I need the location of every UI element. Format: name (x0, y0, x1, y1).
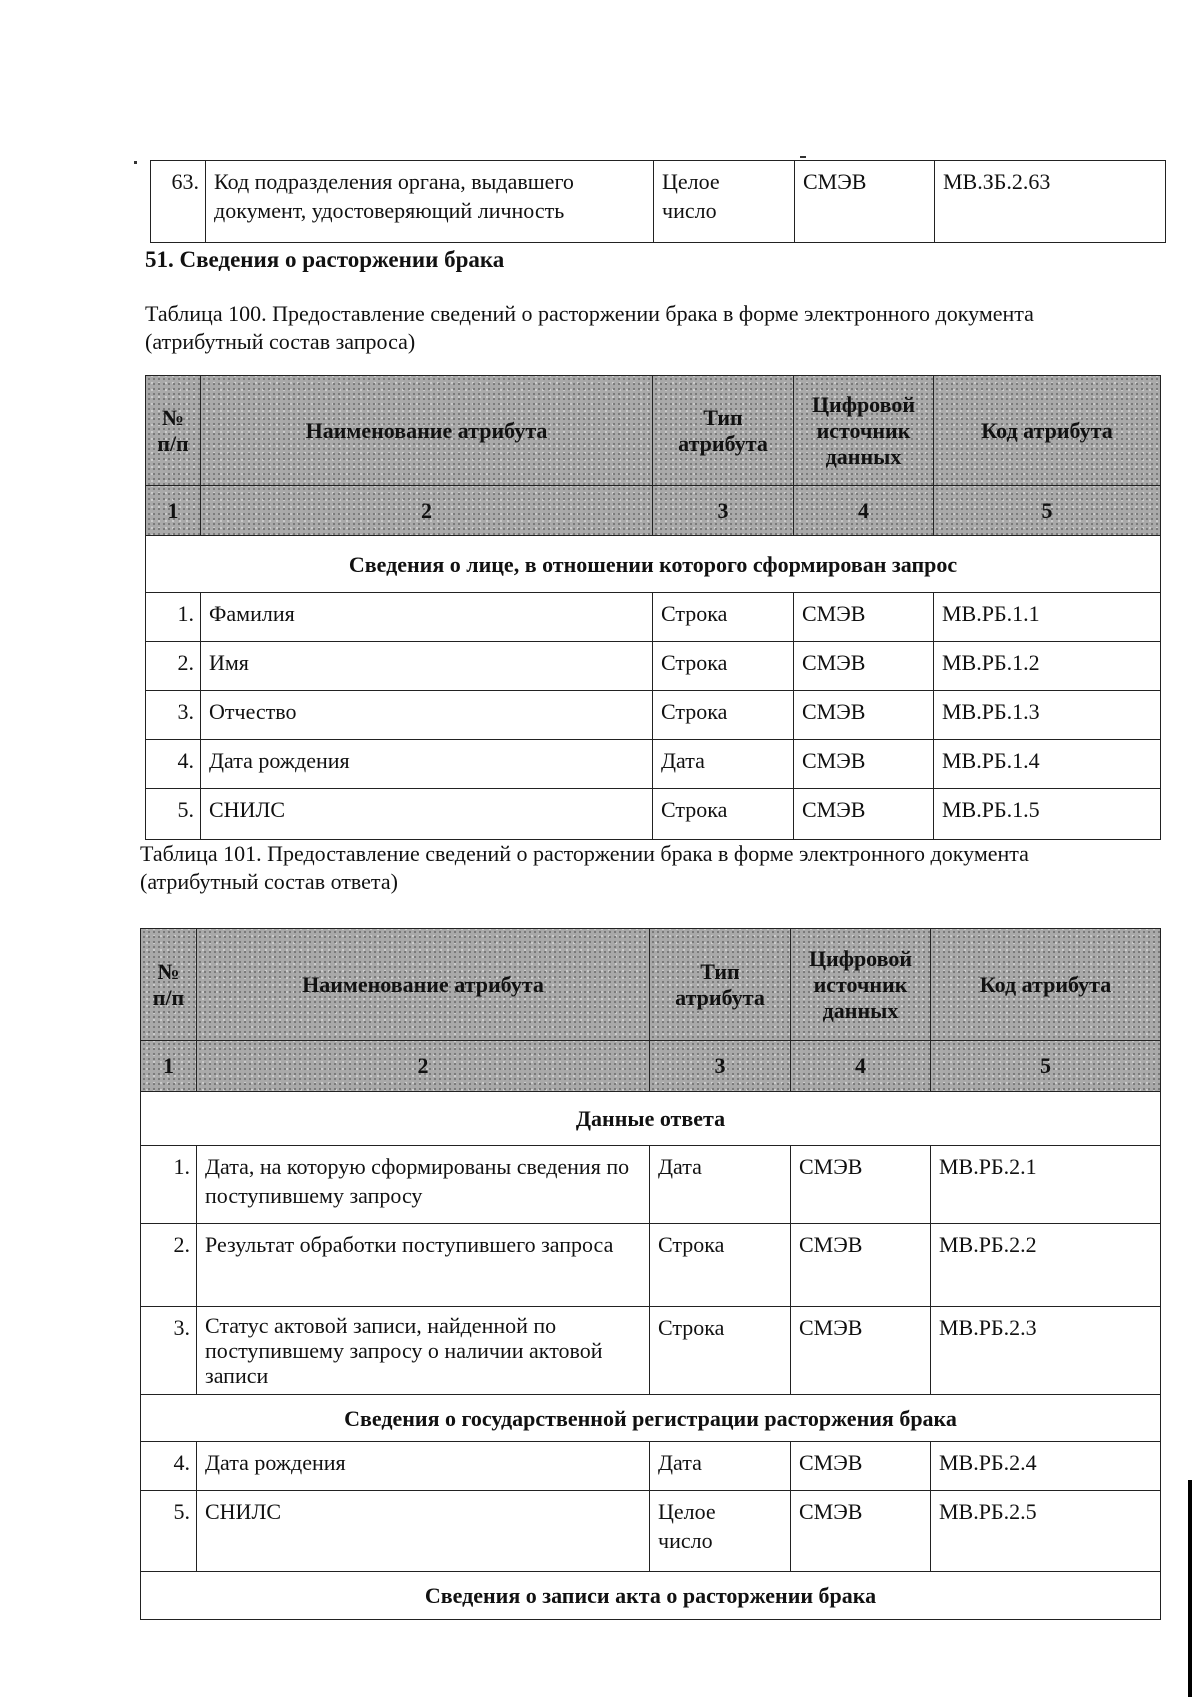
attribute-name: Код подразделения органа, выдавшего документ, удостоверяющий личность (206, 161, 654, 243)
attribute-type: Дата (650, 1442, 791, 1491)
row-number: 3. (141, 1307, 197, 1395)
attribute-name: Результат обработки поступившего запроса (197, 1224, 650, 1307)
scan-border (1188, 1480, 1192, 1697)
table-row (141, 1307, 1161, 1395)
row-number: 1. (141, 1146, 197, 1224)
section-title: Сведения о государственной регистрации расторжения брака (141, 1395, 1161, 1442)
request-attributes-table (145, 375, 1161, 840)
attribute-type: Строка (653, 691, 794, 740)
data-source: СМЭВ (794, 740, 934, 789)
attribute-type: Строка (653, 593, 794, 642)
data-source: СМЭВ (791, 1307, 931, 1395)
data-source: СМЭВ (791, 1224, 931, 1307)
attribute-name: Дата рождения (197, 1442, 650, 1491)
attribute-type: Целое число (650, 1491, 791, 1572)
table-row (146, 593, 1161, 642)
header-number: № п/п (146, 376, 201, 486)
attribute-code: МВ.РБ.1.4 (934, 740, 1161, 789)
attribute-name: Фамилия (201, 593, 653, 642)
column-number: 4 (794, 486, 934, 536)
attribute-code: МВ.РБ.2.4 (931, 1442, 1161, 1491)
section-row (141, 1092, 1161, 1146)
table-row (146, 740, 1161, 789)
attribute-type: Строка (650, 1224, 791, 1307)
column-number: 5 (934, 486, 1161, 536)
section-row (141, 1395, 1161, 1442)
table-caption: Таблица 100. Предоставление сведений о расторжении брака в форме электронного документа (атрибутный состав запроса) (145, 301, 1034, 354)
data-source: СМЭВ (794, 691, 934, 740)
attribute-type: Дата (653, 740, 794, 789)
row-number: 4. (146, 740, 201, 789)
row-number: 5. (141, 1491, 197, 1572)
table-row (146, 642, 1161, 691)
column-number: 4 (791, 1041, 931, 1092)
table-header-row (146, 376, 1161, 486)
attribute-code: МВ.РБ.1.5 (934, 789, 1161, 840)
table-row (141, 1491, 1161, 1572)
section-heading: 51. Сведения о расторжении брака (145, 247, 505, 272)
row-number: 2. (146, 642, 201, 691)
section-row (141, 1572, 1161, 1620)
attribute-code: МВ.РБ.2.3 (931, 1307, 1161, 1395)
column-number-row (146, 486, 1161, 536)
column-number-row (141, 1041, 1161, 1092)
attribute-code: МВ.РБ.1.1 (934, 593, 1161, 642)
header-number: № п/п (141, 929, 197, 1041)
table-row (141, 1442, 1161, 1491)
header-source: Цифровой источник данных (794, 376, 934, 486)
data-source: СМЭВ (791, 1491, 931, 1572)
attribute-name: Имя (201, 642, 653, 691)
data-source: СМЭВ (791, 1146, 931, 1224)
column-number: 3 (653, 486, 794, 536)
header-name: Наименование атрибута (201, 376, 653, 486)
data-source: СМЭВ (791, 1442, 931, 1491)
attribute-code: МВ.ЗБ.2.63 (935, 161, 1166, 243)
attribute-name: Статус актовой записи, найденной по поступившему запросу о наличии актовой записи (197, 1307, 650, 1395)
scan-mark (800, 156, 806, 158)
column-number: 2 (201, 486, 653, 536)
data-source: СМЭВ (795, 161, 935, 243)
scan-mark (134, 161, 137, 164)
row-number: 3. (146, 691, 201, 740)
table-row (146, 691, 1161, 740)
table-row (141, 1146, 1161, 1224)
row-number: 63. (151, 161, 206, 243)
data-source: СМЭВ (794, 789, 934, 840)
attribute-type: Строка (653, 789, 794, 840)
header-code: Код атрибута (931, 929, 1161, 1041)
table-row (141, 1224, 1161, 1307)
data-source: СМЭВ (794, 593, 934, 642)
row-number: 1. (146, 593, 201, 642)
attribute-name: Дата, на которую сформированы сведения по поступившему запросу (197, 1146, 650, 1224)
attribute-type: Строка (653, 642, 794, 691)
attribute-name: СНИЛС (197, 1491, 650, 1572)
attribute-type: Строка (650, 1307, 791, 1395)
attribute-type: Дата (650, 1146, 791, 1224)
response-attributes-table (140, 928, 1161, 1620)
header-type: Тип атрибута (653, 376, 794, 486)
header-type: Тип атрибута (650, 929, 791, 1041)
column-number: 3 (650, 1041, 791, 1092)
row-number: 2. (141, 1224, 197, 1307)
column-number: 5 (931, 1041, 1161, 1092)
attribute-name: Отчество (201, 691, 653, 740)
attribute-code: МВ.РБ.2.2 (931, 1224, 1161, 1307)
section-row (146, 536, 1161, 593)
column-number: 2 (197, 1041, 650, 1092)
attribute-name: СНИЛС (201, 789, 653, 840)
attribute-type: Целое число (654, 161, 795, 243)
attribute-code: МВ.РБ.1.2 (934, 642, 1161, 691)
section-title: Данные ответа (141, 1092, 1161, 1146)
continuation-table (150, 160, 1166, 243)
section-title: Сведения о лице, в отношении которого сформирован запрос (146, 536, 1161, 593)
table-caption: Таблица 101. Предоставление сведений о расторжении брака в форме электронного документа (атрибутный состав ответа) (140, 841, 1029, 894)
section-title: Сведения о записи акта о расторжении брака (141, 1572, 1161, 1620)
header-code: Код атрибута (934, 376, 1161, 486)
column-number: 1 (141, 1041, 197, 1092)
row-number: 4. (141, 1442, 197, 1491)
attribute-code: МВ.РБ.2.5 (931, 1491, 1161, 1572)
table-row (146, 789, 1161, 840)
table-header-row (141, 929, 1161, 1041)
header-source: Цифровой источник данных (791, 929, 931, 1041)
attribute-name: Дата рождения (201, 740, 653, 789)
table-row (151, 161, 1166, 243)
data-source: СМЭВ (794, 642, 934, 691)
attribute-code: МВ.РБ.1.3 (934, 691, 1161, 740)
attribute-code: МВ.РБ.2.1 (931, 1146, 1161, 1224)
row-number: 5. (146, 789, 201, 840)
column-number: 1 (146, 486, 201, 536)
header-name: Наименование атрибута (197, 929, 650, 1041)
